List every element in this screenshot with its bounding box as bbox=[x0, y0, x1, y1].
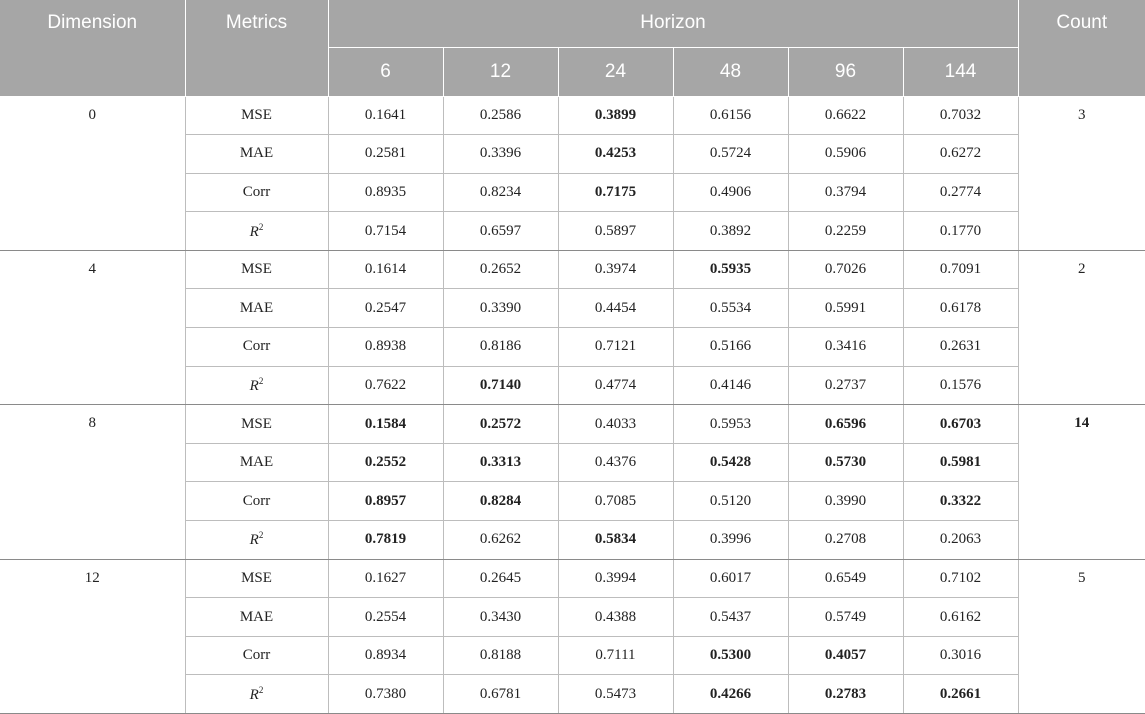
value-cell: 0.5834 bbox=[558, 521, 673, 560]
value-cell: 0.4057 bbox=[788, 636, 903, 675]
value-cell: 0.2547 bbox=[328, 289, 443, 328]
value-cell: 0.2645 bbox=[443, 559, 558, 598]
value-cell: 0.5897 bbox=[558, 212, 673, 251]
value-cell: 0.5981 bbox=[903, 443, 1018, 482]
value-cell: 0.6017 bbox=[673, 559, 788, 598]
header-horizon-value: 6 bbox=[328, 47, 443, 96]
value-cell: 0.7622 bbox=[328, 366, 443, 405]
value-cell: 0.2708 bbox=[788, 521, 903, 560]
value-cell: 0.8935 bbox=[328, 173, 443, 212]
value-cell: 0.7154 bbox=[328, 212, 443, 251]
value-cell: 0.4033 bbox=[558, 405, 673, 444]
value-cell: 0.5300 bbox=[673, 636, 788, 675]
value-cell: 0.6596 bbox=[788, 405, 903, 444]
count-cell: 14 bbox=[1018, 405, 1145, 559]
metric-superscript: 2 bbox=[258, 375, 264, 386]
metric-cell bbox=[185, 598, 328, 637]
metric-superscript: 2 bbox=[258, 221, 264, 232]
header-horizon-value: 24 bbox=[558, 47, 673, 96]
value-cell: 0.6178 bbox=[903, 289, 1018, 328]
value-cell: 0.7819 bbox=[328, 521, 443, 560]
value-cell: 0.5428 bbox=[673, 443, 788, 482]
value-cell: 0.8234 bbox=[443, 173, 558, 212]
value-cell: 0.6162 bbox=[903, 598, 1018, 637]
metric-cell bbox=[185, 405, 328, 444]
count-cell: 5 bbox=[1018, 559, 1145, 713]
metric-cell bbox=[185, 675, 328, 714]
metric-cell bbox=[185, 289, 328, 328]
value-cell: 0.2661 bbox=[903, 675, 1018, 714]
value-cell: 0.5906 bbox=[788, 135, 903, 174]
value-cell: 0.2737 bbox=[788, 366, 903, 405]
value-cell: 0.6703 bbox=[903, 405, 1018, 444]
value-cell: 0.7085 bbox=[558, 482, 673, 521]
value-cell: 0.3430 bbox=[443, 598, 558, 637]
value-cell: 0.3322 bbox=[903, 482, 1018, 521]
metric-label: R bbox=[249, 532, 259, 549]
value-cell: 0.3396 bbox=[443, 135, 558, 174]
table-row bbox=[0, 405, 1145, 444]
value-cell: 0.4253 bbox=[558, 135, 673, 174]
value-cell: 0.8188 bbox=[443, 636, 558, 675]
value-cell: 0.2259 bbox=[788, 212, 903, 251]
value-cell: 0.3899 bbox=[558, 96, 673, 135]
metric-label: Corr bbox=[242, 492, 271, 509]
value-cell: 0.5534 bbox=[673, 289, 788, 328]
header-horizon-value: 96 bbox=[788, 47, 903, 96]
value-cell: 0.5473 bbox=[558, 675, 673, 714]
metric-cell bbox=[185, 328, 328, 367]
value-cell: 0.4266 bbox=[673, 675, 788, 714]
metric-label: MAE bbox=[239, 608, 274, 625]
metric-label: MSE bbox=[241, 415, 272, 432]
value-cell: 0.5935 bbox=[673, 250, 788, 289]
metric-label: Corr bbox=[242, 183, 271, 200]
metric-label: MAE bbox=[239, 145, 274, 162]
value-cell: 0.2586 bbox=[443, 96, 558, 135]
value-cell: 0.3974 bbox=[558, 250, 673, 289]
value-cell: 0.5730 bbox=[788, 443, 903, 482]
dimension-cell: 4 bbox=[0, 250, 185, 404]
count-cell: 3 bbox=[1018, 96, 1145, 250]
metric-superscript: 2 bbox=[258, 530, 264, 541]
value-cell: 0.3794 bbox=[788, 173, 903, 212]
value-cell: 0.5724 bbox=[673, 135, 788, 174]
value-cell: 0.2631 bbox=[903, 328, 1018, 367]
value-cell: 0.4388 bbox=[558, 598, 673, 637]
metric-cell bbox=[185, 521, 328, 560]
value-cell: 0.6622 bbox=[788, 96, 903, 135]
value-cell: 0.6262 bbox=[443, 521, 558, 560]
value-cell: 0.3990 bbox=[788, 482, 903, 521]
value-cell: 0.1770 bbox=[903, 212, 1018, 251]
metric-label: MSE bbox=[241, 261, 272, 278]
value-cell: 0.1627 bbox=[328, 559, 443, 598]
header-horizon: Horizon bbox=[328, 0, 1018, 47]
value-cell: 0.6272 bbox=[903, 135, 1018, 174]
value-cell: 0.7091 bbox=[903, 250, 1018, 289]
value-cell: 0.3994 bbox=[558, 559, 673, 598]
table-body bbox=[0, 96, 1145, 714]
metric-cell bbox=[185, 482, 328, 521]
value-cell: 0.7380 bbox=[328, 675, 443, 714]
value-cell: 0.2572 bbox=[443, 405, 558, 444]
dimension-cell: 0 bbox=[0, 96, 185, 250]
value-cell: 0.7032 bbox=[903, 96, 1018, 135]
header-metrics: Metrics bbox=[185, 0, 328, 96]
metric-label: R bbox=[249, 686, 259, 703]
header-horizon-value: 144 bbox=[903, 47, 1018, 96]
value-cell: 0.7026 bbox=[788, 250, 903, 289]
metric-cell bbox=[185, 135, 328, 174]
metric-cell bbox=[185, 250, 328, 289]
value-cell: 0.2783 bbox=[788, 675, 903, 714]
value-cell: 0.4906 bbox=[673, 173, 788, 212]
metric-label: R bbox=[249, 223, 259, 240]
metric-label: Corr bbox=[242, 647, 271, 664]
value-cell: 0.6781 bbox=[443, 675, 558, 714]
value-cell: 0.8186 bbox=[443, 328, 558, 367]
value-cell: 0.5120 bbox=[673, 482, 788, 521]
metric-superscript: 2 bbox=[258, 684, 264, 695]
value-cell: 0.6549 bbox=[788, 559, 903, 598]
metric-label: MSE bbox=[241, 569, 272, 586]
value-cell: 0.2063 bbox=[903, 521, 1018, 560]
value-cell: 0.8934 bbox=[328, 636, 443, 675]
value-cell: 0.5749 bbox=[788, 598, 903, 637]
value-cell: 0.3313 bbox=[443, 443, 558, 482]
value-cell: 0.5991 bbox=[788, 289, 903, 328]
value-cell: 0.3390 bbox=[443, 289, 558, 328]
metric-label: MAE bbox=[239, 454, 274, 471]
value-cell: 0.7111 bbox=[558, 636, 673, 675]
count-cell: 2 bbox=[1018, 250, 1145, 404]
value-cell: 0.3416 bbox=[788, 328, 903, 367]
metric-label: Corr bbox=[242, 338, 271, 355]
value-cell: 0.6597 bbox=[443, 212, 558, 251]
metric-cell bbox=[185, 173, 328, 212]
value-cell: 0.1614 bbox=[328, 250, 443, 289]
metric-label: MAE bbox=[239, 299, 274, 316]
value-cell: 0.7140 bbox=[443, 366, 558, 405]
metric-cell bbox=[185, 366, 328, 405]
metric-cell bbox=[185, 443, 328, 482]
value-cell: 0.2552 bbox=[328, 443, 443, 482]
value-cell: 0.6156 bbox=[673, 96, 788, 135]
metric-cell bbox=[185, 212, 328, 251]
dimension-cell: 12 bbox=[0, 559, 185, 713]
table-row bbox=[0, 250, 1145, 289]
value-cell: 0.3016 bbox=[903, 636, 1018, 675]
value-cell: 0.8938 bbox=[328, 328, 443, 367]
value-cell: 0.8957 bbox=[328, 482, 443, 521]
value-cell: 0.2581 bbox=[328, 135, 443, 174]
value-cell: 0.3892 bbox=[673, 212, 788, 251]
header-count: Count bbox=[1018, 0, 1145, 96]
dimension-cell: 8 bbox=[0, 405, 185, 559]
value-cell: 0.1584 bbox=[328, 405, 443, 444]
value-cell: 0.7102 bbox=[903, 559, 1018, 598]
value-cell: 0.4376 bbox=[558, 443, 673, 482]
value-cell: 0.1576 bbox=[903, 366, 1018, 405]
value-cell: 0.8284 bbox=[443, 482, 558, 521]
value-cell: 0.7175 bbox=[558, 173, 673, 212]
value-cell: 0.5166 bbox=[673, 328, 788, 367]
value-cell: 0.7121 bbox=[558, 328, 673, 367]
value-cell: 0.4146 bbox=[673, 366, 788, 405]
metric-cell bbox=[185, 559, 328, 598]
metric-cell bbox=[185, 96, 328, 135]
table-header bbox=[0, 0, 1145, 96]
metric-label: R bbox=[249, 377, 259, 394]
header-horizon-value: 48 bbox=[673, 47, 788, 96]
value-cell: 0.1641 bbox=[328, 96, 443, 135]
value-cell: 0.2774 bbox=[903, 173, 1018, 212]
table-row bbox=[0, 559, 1145, 598]
value-cell: 0.4454 bbox=[558, 289, 673, 328]
header-dimension: Dimension bbox=[0, 0, 185, 96]
value-cell: 0.2554 bbox=[328, 598, 443, 637]
metric-label: MSE bbox=[241, 106, 272, 123]
value-cell: 0.5953 bbox=[673, 405, 788, 444]
value-cell: 0.3996 bbox=[673, 521, 788, 560]
metric-cell bbox=[185, 636, 328, 675]
value-cell: 0.5437 bbox=[673, 598, 788, 637]
header-horizon-value: 12 bbox=[443, 47, 558, 96]
value-cell: 0.4774 bbox=[558, 366, 673, 405]
table-row bbox=[0, 96, 1145, 135]
value-cell: 0.2652 bbox=[443, 250, 558, 289]
